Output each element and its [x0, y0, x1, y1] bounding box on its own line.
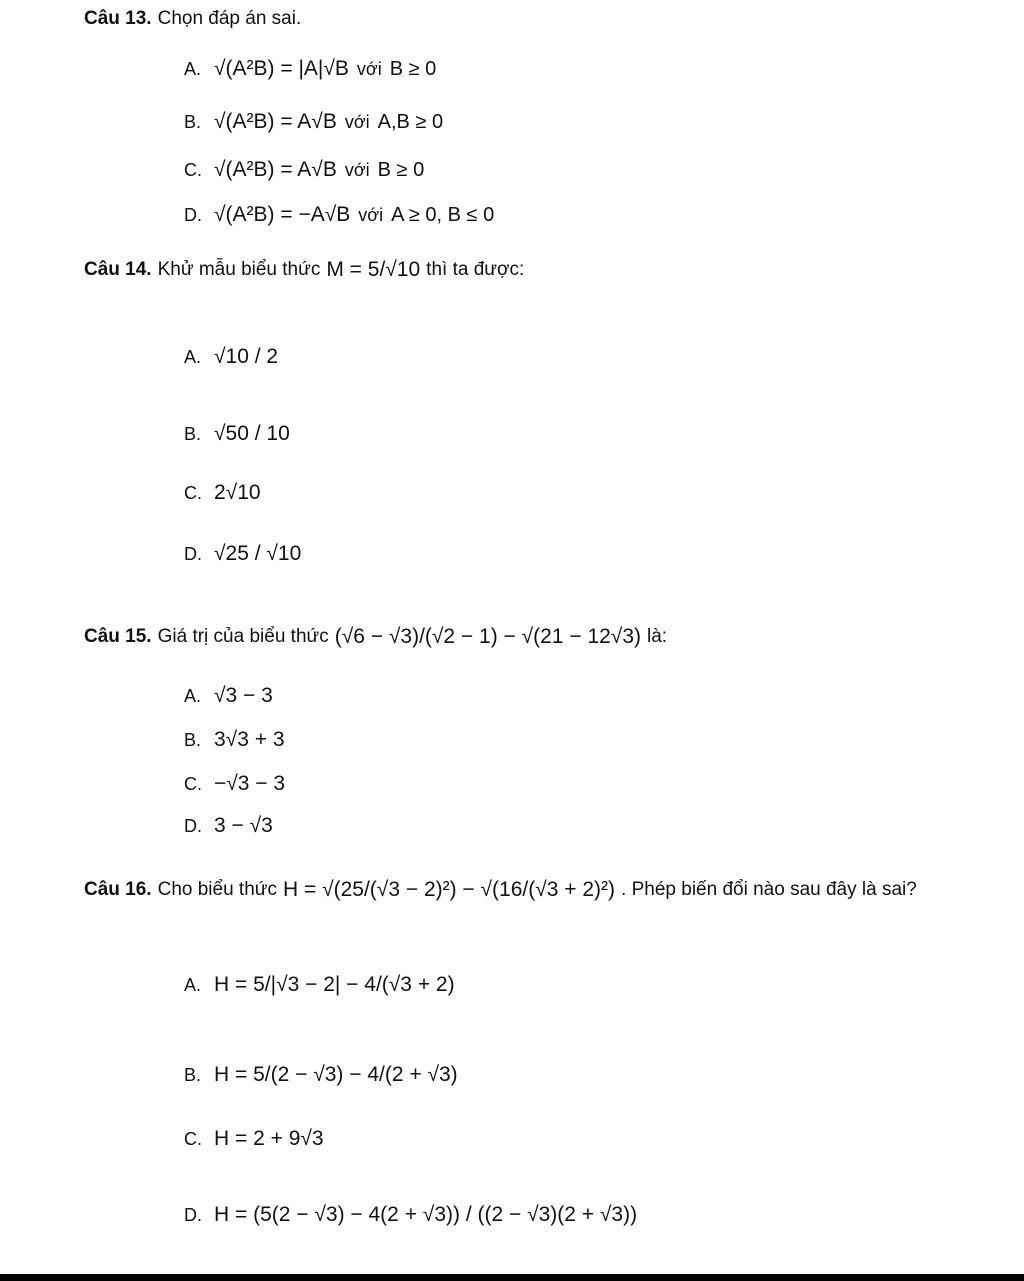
option-letter: A.	[184, 346, 202, 367]
option-letter: B.	[184, 1064, 202, 1085]
option-formula: √25 / √10	[214, 542, 302, 565]
option-letter: D.	[184, 204, 202, 225]
option-letter: D.	[184, 815, 202, 836]
option-letter: B.	[184, 423, 202, 444]
question-15-prompt-after: là:	[647, 626, 668, 647]
option-formula: √3 − 3	[214, 684, 273, 707]
option-condition: B ≥ 0	[377, 158, 425, 181]
question-15-option-c	[184, 772, 285, 796]
question-16-expression: H = √(25/(√3 − 2)²) − √(16/(√3 + 2)²)	[283, 878, 616, 901]
question-14-option-d	[184, 542, 301, 566]
option-letter: D.	[184, 543, 202, 564]
question-15-option-b	[184, 728, 285, 752]
question-14-prompt-after: thì ta được:	[426, 259, 525, 280]
question-14-expression: M = 5/√10	[326, 258, 421, 281]
option-formula: √(A²B) = A√B	[214, 158, 337, 181]
option-formula: 2√10	[214, 481, 261, 504]
option-formula: √(A²B) = |A|√B	[214, 57, 349, 80]
bottom-border	[0, 1274, 1024, 1281]
question-13-option-c	[184, 158, 424, 182]
option-formula: H = 5/|√3 − 2| − 4/(√3 + 2)	[214, 973, 455, 996]
question-15-header	[84, 625, 667, 649]
question-14-option-c	[184, 481, 261, 505]
option-letter: B.	[184, 729, 202, 750]
option-letter: C.	[184, 1128, 202, 1149]
question-13-option-a	[184, 57, 436, 81]
option-word: với	[344, 159, 370, 180]
question-15-option-d	[184, 814, 273, 838]
option-formula: H = 5/(2 − √3) − 4/(2 + √3)	[214, 1063, 458, 1086]
option-word: với	[344, 111, 370, 132]
option-formula: √(A²B) = A√B	[214, 110, 337, 133]
question-14-label: Câu 14.	[84, 259, 152, 280]
question-14-option-a	[184, 345, 278, 369]
question-16-header	[84, 878, 917, 902]
question-13-label: Câu 13.	[84, 8, 152, 29]
option-letter: C.	[184, 159, 202, 180]
question-15-prompt-before: Giá trị của biểu thức	[157, 626, 329, 647]
question-16-option-c	[184, 1127, 324, 1151]
question-16-prompt-after: . Phép biến đổi nào sau đây là sai?	[621, 879, 917, 900]
question-13-option-b	[184, 110, 443, 134]
question-13-header	[84, 8, 301, 30]
question-16-option-b	[184, 1063, 458, 1087]
option-formula: H = 2 + 9√3	[214, 1127, 324, 1150]
option-formula: 3√3 + 3	[214, 728, 285, 751]
question-14-prompt-before: Khử mẫu biểu thức	[157, 259, 321, 280]
question-15-label: Câu 15.	[84, 626, 152, 647]
option-word: với	[356, 58, 382, 79]
option-letter: C.	[184, 482, 202, 503]
question-13-option-d	[184, 203, 494, 227]
option-formula: 3 − √3	[214, 814, 273, 837]
option-letter: A.	[184, 974, 202, 995]
question-16-label: Câu 16.	[84, 879, 152, 900]
option-formula: √10 / 2	[214, 345, 279, 368]
option-formula: H = (5(2 − √3) − 4(2 + √3)) / ((2 − √3)(2 + √3))	[214, 1203, 638, 1226]
option-word: với	[358, 204, 384, 225]
option-condition: B ≥ 0	[389, 57, 437, 80]
question-15-expression: (√6 − √3)/(√2 − 1) − √(21 − 12√3)	[334, 625, 641, 648]
question-14-option-b	[184, 422, 290, 446]
option-letter: C.	[184, 773, 202, 794]
option-condition: A,B ≥ 0	[377, 110, 444, 133]
question-13-prompt: Chọn đáp án sai.	[157, 8, 302, 29]
option-formula: √50 / 10	[214, 422, 290, 445]
question-15-option-a	[184, 684, 273, 708]
option-formula: √(A²B) = −A√B	[214, 203, 351, 226]
question-16-option-a	[184, 973, 455, 997]
option-letter: D.	[184, 1204, 202, 1225]
question-16-option-d	[184, 1203, 637, 1227]
question-14-header	[84, 258, 524, 282]
option-letter: B.	[184, 111, 202, 132]
option-letter: A.	[184, 685, 202, 706]
option-condition: A ≥ 0, B ≤ 0	[391, 203, 495, 226]
option-letter: A.	[184, 58, 202, 79]
question-16-prompt-before: Cho biểu thức	[157, 879, 277, 900]
option-formula: −√3 − 3	[214, 772, 286, 795]
